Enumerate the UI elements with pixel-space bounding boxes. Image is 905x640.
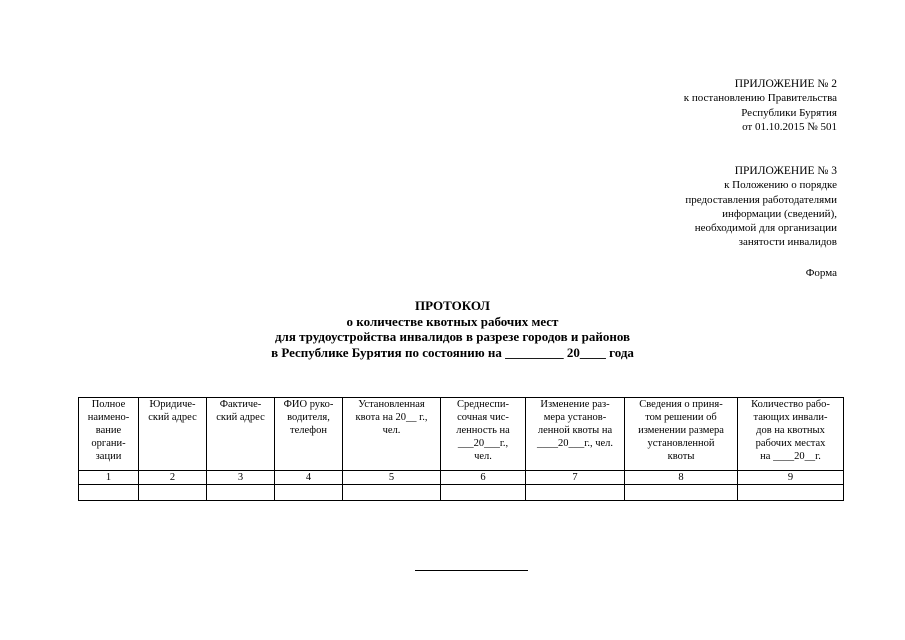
column-header-line: квоты — [667, 451, 695, 462]
column-header-4 — [275, 398, 343, 471]
column-header-line: ___20___г., — [457, 438, 509, 449]
column-header-5 — [343, 398, 441, 471]
column-number-7: 7 — [526, 471, 625, 485]
column-header-line: Среднеспи- — [456, 399, 510, 410]
column-header-line: ский адрес — [148, 412, 197, 423]
column-number-4: 4 — [275, 471, 343, 485]
column-header-line: Установленная — [358, 399, 425, 410]
column-number-1: 1 — [79, 471, 139, 485]
column-header-line: зации — [95, 451, 122, 462]
empty-cell — [526, 485, 625, 501]
column-header-6 — [441, 398, 526, 471]
appendix-3-line: к Положению о порядке — [724, 179, 837, 192]
table-header-row — [79, 398, 844, 471]
empty-cell — [139, 485, 207, 501]
footer-separator-line — [415, 570, 528, 571]
title-subline: для трудоустройства инвалидов в разрезе городов и районов — [274, 329, 631, 344]
column-header-line: ленной квоты на — [537, 425, 613, 436]
column-header-line: чел. — [382, 425, 401, 436]
column-header-line: на ____20__г. — [760, 451, 821, 462]
column-header-line: Сведения о приня- — [639, 399, 723, 410]
quota-table — [78, 397, 844, 501]
column-header-line: наимено- — [87, 412, 130, 423]
empty-cell — [441, 485, 526, 501]
document-title — [0, 298, 905, 360]
column-header-line: ____20___г., чел. — [536, 438, 614, 449]
column-header-1 — [79, 398, 139, 471]
column-number-8: 8 — [625, 471, 738, 485]
column-header-line: рабочих местах — [755, 438, 826, 449]
column-header-line: дов на квотных — [756, 425, 825, 436]
column-header-7 — [526, 398, 625, 471]
empty-cell — [343, 485, 441, 501]
column-header-line: водителя, — [287, 412, 330, 423]
table-empty-row — [79, 485, 844, 501]
column-header-line: Изменение раз- — [540, 399, 610, 410]
column-header-line: Полное — [91, 399, 126, 410]
column-header-line: чел. — [474, 451, 492, 462]
column-header-3 — [207, 398, 275, 471]
column-header-2 — [139, 398, 207, 471]
column-header-line: ленность на — [456, 425, 510, 436]
column-header-line: вание — [95, 425, 122, 436]
appendix-2-title: ПРИЛОЖЕНИЕ № 2 — [734, 78, 837, 90]
empty-cell — [625, 485, 738, 501]
appendix-3-title: ПРИЛОЖЕНИЕ № 3 — [734, 165, 837, 177]
appendix-2-line: от 01.10.2015 № 501 — [742, 120, 837, 133]
appendix-3-line: предоставления работодателями — [685, 193, 837, 206]
appendix-2-line: Республики Бурятия — [741, 106, 837, 119]
empty-cell — [275, 485, 343, 501]
column-number-5: 5 — [343, 471, 441, 485]
column-header-line: тающих инвали- — [753, 412, 828, 423]
appendix-3-line: информации (сведений), — [722, 207, 837, 220]
column-header-line: изменении размера — [638, 425, 724, 436]
column-header-line: органи- — [91, 438, 126, 449]
appendix-3-block — [685, 164, 837, 250]
column-header-line: установленной — [647, 438, 715, 449]
appendix-3-line: занятости инвалидов — [738, 236, 837, 249]
column-number-9: 9 — [738, 471, 844, 485]
column-header-line: Фактиче- — [219, 399, 262, 410]
appendix-3-line: необходимой для организации — [694, 222, 837, 235]
column-header-line: Количество рабо- — [751, 399, 830, 410]
column-header-line: том решении об — [645, 412, 717, 423]
title-subline: о количестве квотных рабочих мест — [346, 313, 559, 329]
column-number-6: 6 — [441, 471, 526, 485]
appendix-2-line: к постановлению Правительства — [683, 92, 837, 105]
column-header-8 — [625, 398, 738, 471]
column-header-line: ский адрес — [216, 412, 265, 423]
appendix-2-block — [684, 77, 837, 134]
form-label: Форма — [805, 267, 837, 279]
empty-cell — [79, 485, 139, 501]
column-number-2: 2 — [139, 471, 207, 485]
empty-cell — [738, 485, 844, 501]
column-header-line: сочная чис- — [457, 412, 509, 423]
title-subline: в Республике Бурятия по состоянию на _________ 20____ года — [271, 344, 634, 360]
column-header-line: телефон — [290, 425, 327, 436]
column-header-line: Юридиче- — [149, 399, 196, 410]
column-header-9 — [738, 398, 844, 471]
column-header-line: квота на 20__ г., — [355, 412, 428, 423]
column-header-line: мера установ- — [543, 412, 607, 423]
title-heading: ПРОТОКОЛ — [415, 298, 490, 313]
column-header-line: ФИО руко- — [283, 399, 334, 410]
table-number-row — [79, 471, 844, 485]
empty-cell — [207, 485, 275, 501]
column-number-3: 3 — [207, 471, 275, 485]
